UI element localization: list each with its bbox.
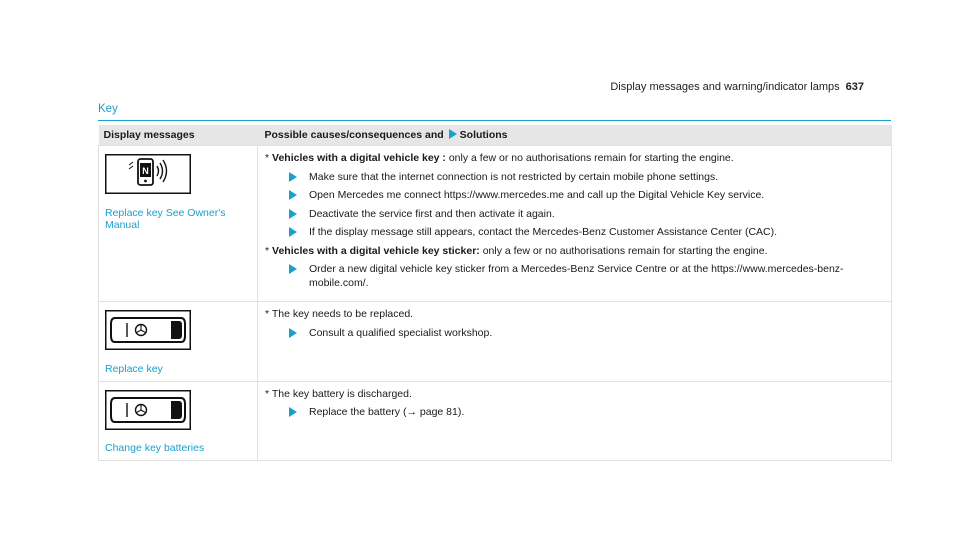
- solution-arrow-icon: [289, 209, 297, 219]
- causes-solutions-cell: [258, 302, 892, 382]
- cause-item: [265, 244, 886, 259]
- cause-text: only a few or no authorisations remain for starting the engine.: [482, 244, 768, 257]
- key-fob-icon: [105, 310, 191, 350]
- display-message-cell: [99, 146, 258, 302]
- cause-text: The key battery is discharged.: [271, 387, 412, 400]
- solution-item: [289, 327, 886, 341]
- cause-label: Vehicles with a digital vehicle key :: [272, 152, 446, 164]
- solution-arrow-icon: [289, 172, 297, 182]
- cause-bullet: *: [265, 387, 270, 400]
- solution-arrow-icon: [289, 264, 297, 274]
- display-messages-table: [98, 125, 892, 461]
- cause-bullet: *: [265, 308, 270, 320]
- cause-bullet: *: [265, 244, 270, 257]
- causes-solutions-cell: [258, 146, 892, 302]
- causes-solutions-cell: [258, 381, 892, 461]
- key-fob-icon: [105, 390, 191, 430]
- digital-key-phone-icon: [105, 154, 191, 194]
- display-message-cell: [99, 302, 258, 382]
- display-message-text: Replace key: [105, 362, 163, 375]
- cause-text: The key needs to be replaced.: [271, 308, 414, 320]
- cause-item: [265, 308, 886, 322]
- table-header-row: [99, 125, 892, 146]
- cause-text: only a few or no authorisations remain for starting the engine.: [448, 152, 734, 164]
- cause-item: [265, 387, 886, 402]
- display-message-text: Change key batteries: [105, 442, 205, 454]
- solution-text: Open Mercedes me connect https://www.mercedes.me and call up the Digital Vehicle Key service.: [309, 189, 765, 201]
- col-header-solutions-label: Solutions: [459, 129, 508, 141]
- table-row: [99, 381, 892, 461]
- cause-item: [265, 152, 886, 166]
- solution-item: [289, 208, 886, 222]
- section-divider: [98, 120, 891, 121]
- display-message-text: Replace key See Owner's Manual: [105, 206, 226, 231]
- cause-bullet: *: [265, 152, 270, 164]
- solution-arrow-icon: [289, 227, 297, 237]
- solution-item: [289, 171, 886, 185]
- cause-label: Vehicles with a digital vehicle key sticker:: [272, 244, 480, 257]
- solution-item: [289, 406, 886, 420]
- solution-text: Deactivate the service first and then activate it again.: [309, 207, 555, 220]
- table-row: [99, 302, 892, 382]
- solution-text: Consult a qualified specialist workshop.: [309, 326, 493, 339]
- solution-item: [289, 189, 886, 203]
- svg-text:N: N: [142, 166, 149, 176]
- col-header-causes-label: Possible causes/consequences and: [264, 129, 444, 141]
- solution-arrow-icon: [289, 190, 297, 200]
- solution-text: Replace the battery (→ page 81).: [309, 406, 465, 418]
- solution-arrow-icon: [289, 328, 297, 338]
- running-title: Display messages and warning/indicator lamps: [610, 81, 840, 93]
- col-header-causes: [258, 125, 892, 146]
- solution-item: [289, 226, 886, 240]
- solution-text: Make sure that the internet connection is not restricted by certain mobile phone settings.: [309, 170, 719, 183]
- table-row: [99, 146, 892, 302]
- display-message-cell: [99, 381, 258, 461]
- solution-item: [289, 263, 886, 290]
- section-title: Key: [98, 103, 118, 115]
- solution-arrow-icon: [289, 407, 297, 417]
- running-header: [610, 81, 864, 93]
- solution-arrow-icon: [449, 129, 457, 139]
- solution-text: Order a new digital vehicle key sticker from a Mercedes-Benz Service Centre or at the https://www.mercedes-benz-mobile.com/.: [309, 263, 844, 289]
- col-header-display-messages: Display messages: [99, 125, 258, 146]
- page-number: 637: [845, 81, 864, 93]
- solution-text: If the display message still appears, contact the Mercedes-Benz Customer Assistance Center (CAC).: [309, 226, 778, 238]
